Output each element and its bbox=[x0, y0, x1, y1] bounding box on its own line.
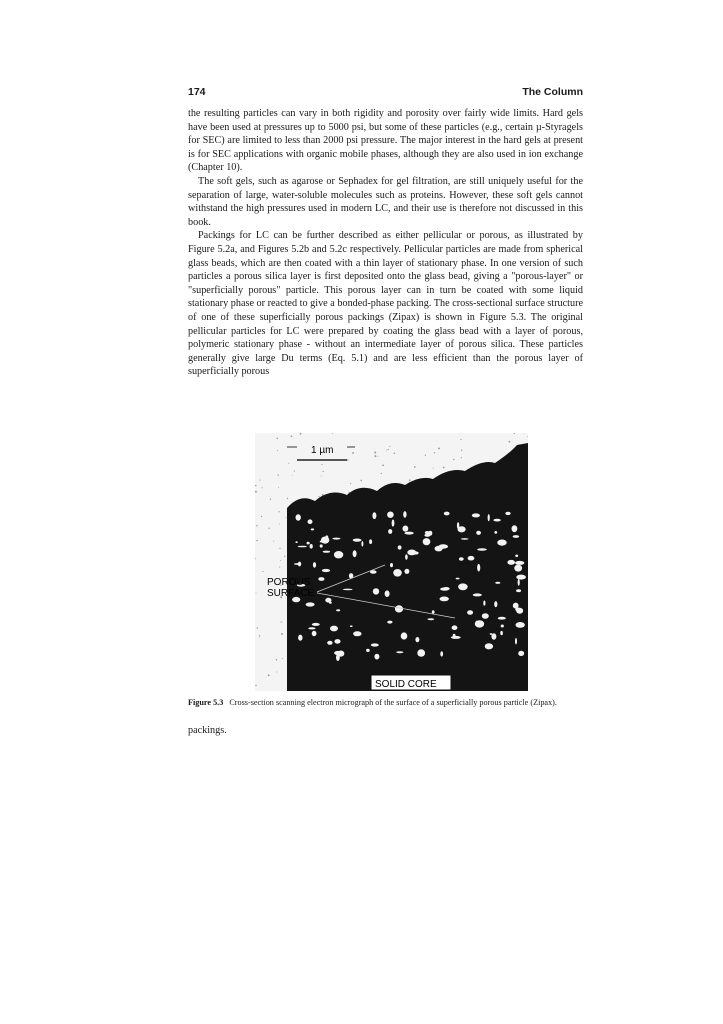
porous-label-line1: POROUS bbox=[267, 577, 311, 588]
running-title: The Column bbox=[522, 86, 583, 98]
scale-bar-label: 1 µm bbox=[311, 445, 334, 456]
paragraph-3: Packings for LC can be further described as either pellicular or porous, as illustrated by Figure 5.2a, and Figures 5.2b and 5.2c respectively. Pellicular particles are made from spherical glass beads, which are then coated with a thin layer of stationary phase. In one version of such particles a porous silica layer is first deposited onto the glass bead, giving a "porous-layer" or "superficially porous" particle. This porous layer can in turn be coated with some liquid stationary phase or reacted to give a bonded-phase packing. The cross-sectional surface structure of one of these superficially porous packings (Zipax) is shown in Figure 5.3. The original pellicular particles for LC were prepared by coating the glass bead with a layer of porous, polymeric stationary phase - without an intermediate layer of porous silica. These particles generally give large Du terms (Eq. 5.1) and are less efficient than the porous layer of superficially porous bbox=[188, 230, 583, 378]
page-number: 174 bbox=[188, 86, 206, 98]
figure-caption bbox=[188, 697, 588, 709]
paragraph-2: The soft gels, such as agarose or Sephadex for gel filtration, are still uniquely useful for the separation of large, water-soluble molecules such as proteins. However, these soft gels cannot withstand the high pressures used in modern LC, and their use is therefore not discussed in this book. bbox=[188, 175, 583, 228]
solid-core-label: SOLID CORE bbox=[375, 679, 437, 690]
continuation-text: packings. bbox=[188, 725, 227, 736]
porous-label-line2: SURFACE bbox=[267, 588, 315, 599]
caption-label: Figure 5.3 bbox=[188, 698, 224, 707]
running-header bbox=[188, 86, 583, 102]
paragraph-1: the resulting particles can vary in both rigidity and porosity over fairly wide limits. Hard gels have been used at pressures up to 5000 psi, but some of these particles (e.g., certain µ-Styragels for SEC) are limited to less than 2000 psi pressure. The major interest in the hard gels at present is for SEC applications with organic mobile phases, although they are also used in ion exchange (Chapter 10). bbox=[188, 108, 583, 174]
body-text bbox=[188, 107, 583, 379]
caption-text: Cross-section scanning electron micrograph of the surface of a superficially porous particle (Zipax). bbox=[229, 698, 557, 707]
figure-micrograph bbox=[255, 433, 528, 691]
micrograph-image bbox=[255, 433, 528, 691]
